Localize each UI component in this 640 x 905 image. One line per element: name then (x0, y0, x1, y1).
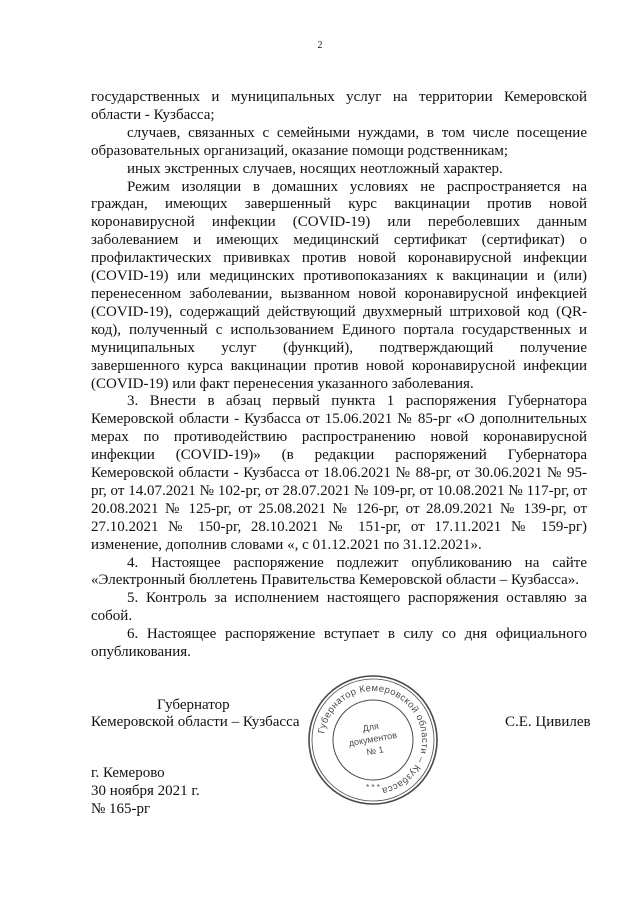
issue-city: г. Кемерово (91, 765, 165, 781)
official-seal (305, 672, 441, 808)
paragraph-7: 5. Контроль за исполнением настоящего распоряжения оставляю за собой. (91, 590, 587, 625)
paragraph-8: 6. Настоящее распоряжение вступает в силу со дня официального опубликования. (91, 626, 587, 661)
seal-stars: * * * (366, 783, 380, 792)
seal-center-line-2: документов (347, 729, 398, 749)
paragraph-6: 4. Настоящее распоряжение подлежит опубликованию на сайте «Электронный бюллетень Правительства Кемеровской области – Кузбасса». (91, 554, 587, 589)
paragraph-1: государственных и муниципальных услуг на территории Кемеровской области - Кузбасса; (91, 89, 587, 123)
document-body (91, 89, 587, 662)
seal-center-line-3: № 1 (365, 744, 385, 758)
signature-region: Кемеровской области – Кузбасса (91, 714, 300, 730)
seal-ring-text: Губернатор Кемеровской области – Кузбасса (316, 682, 431, 797)
paragraph-5: 3. Внести в абзац первый пункта 1 распоряжения Губернатора Кемеровской области - Кузбасса от 15.06.2021 № 85-рг «О дополнительных мерах по противодействию распространению новой коронавирусной инфекции (COVID-19)» (в редакции распоряжений Губернатора Кемеровской области - Кузбасса от 18.06.2021 № 88-рг, от 30.06.2021 № 95-рг, от 14.07.2021 № 102-рг, от 28.07.2021 № 109-рг, от 10.08.2021 № 117-рг, от 20.08.2021 № 125-рг, от 25.08.2021 № 126-рг, от 28.09.2021 № 139-рг, от 27.10.2021 № 150-рг, 28.10.2021 № 151-рг, от 17.11.2021 № 159-рг) изменение, дополнив словами «, с 01.12.2021 по 31.12.2021». (91, 393, 587, 553)
issue-date: 30 ноября 2021 г. (91, 783, 200, 799)
paragraph-4: Режим изоляции в домашних условиях не распространяется на граждан, имеющих завершенный курс вакцинации против новой коронавирусной инфекции (COVID-19) или переболевших данным заболеванием и имеющих медицинский сертификат (сертификат) о профилактических прививках против новой коронавирусной инфекции (COVID-19) или медицинских противопоказаниях к вакцинации и (или) перенесенном заболевании, вызванном новой коронавирусной инфекцией (COVID-19), содержащий действующий двухмерный штриховой код (QR-код), полученный с использованием Единого портала государственных и муниципальных услуг (функций), подтверждающий получение завершенного курса вакцинации против новой коронавирусной инфекции (COVID-19) или факт перенесения указанного заболевания. (91, 178, 587, 392)
document-number: № 165-рг (91, 801, 151, 817)
page-number: 2 (317, 40, 323, 51)
paragraph-3: иных экстренных случаев, носящих неотложный характер. (127, 160, 503, 177)
signature-title: Губернатор (157, 697, 230, 713)
signatory-name: С.Е. Цивилев (505, 714, 591, 730)
paragraph-2: случаев, связанных с семейными нуждами, в том числе посещение образовательных организаций, оказание помощи родственникам; (91, 124, 587, 159)
seal-center-line-1: Для (361, 720, 380, 734)
